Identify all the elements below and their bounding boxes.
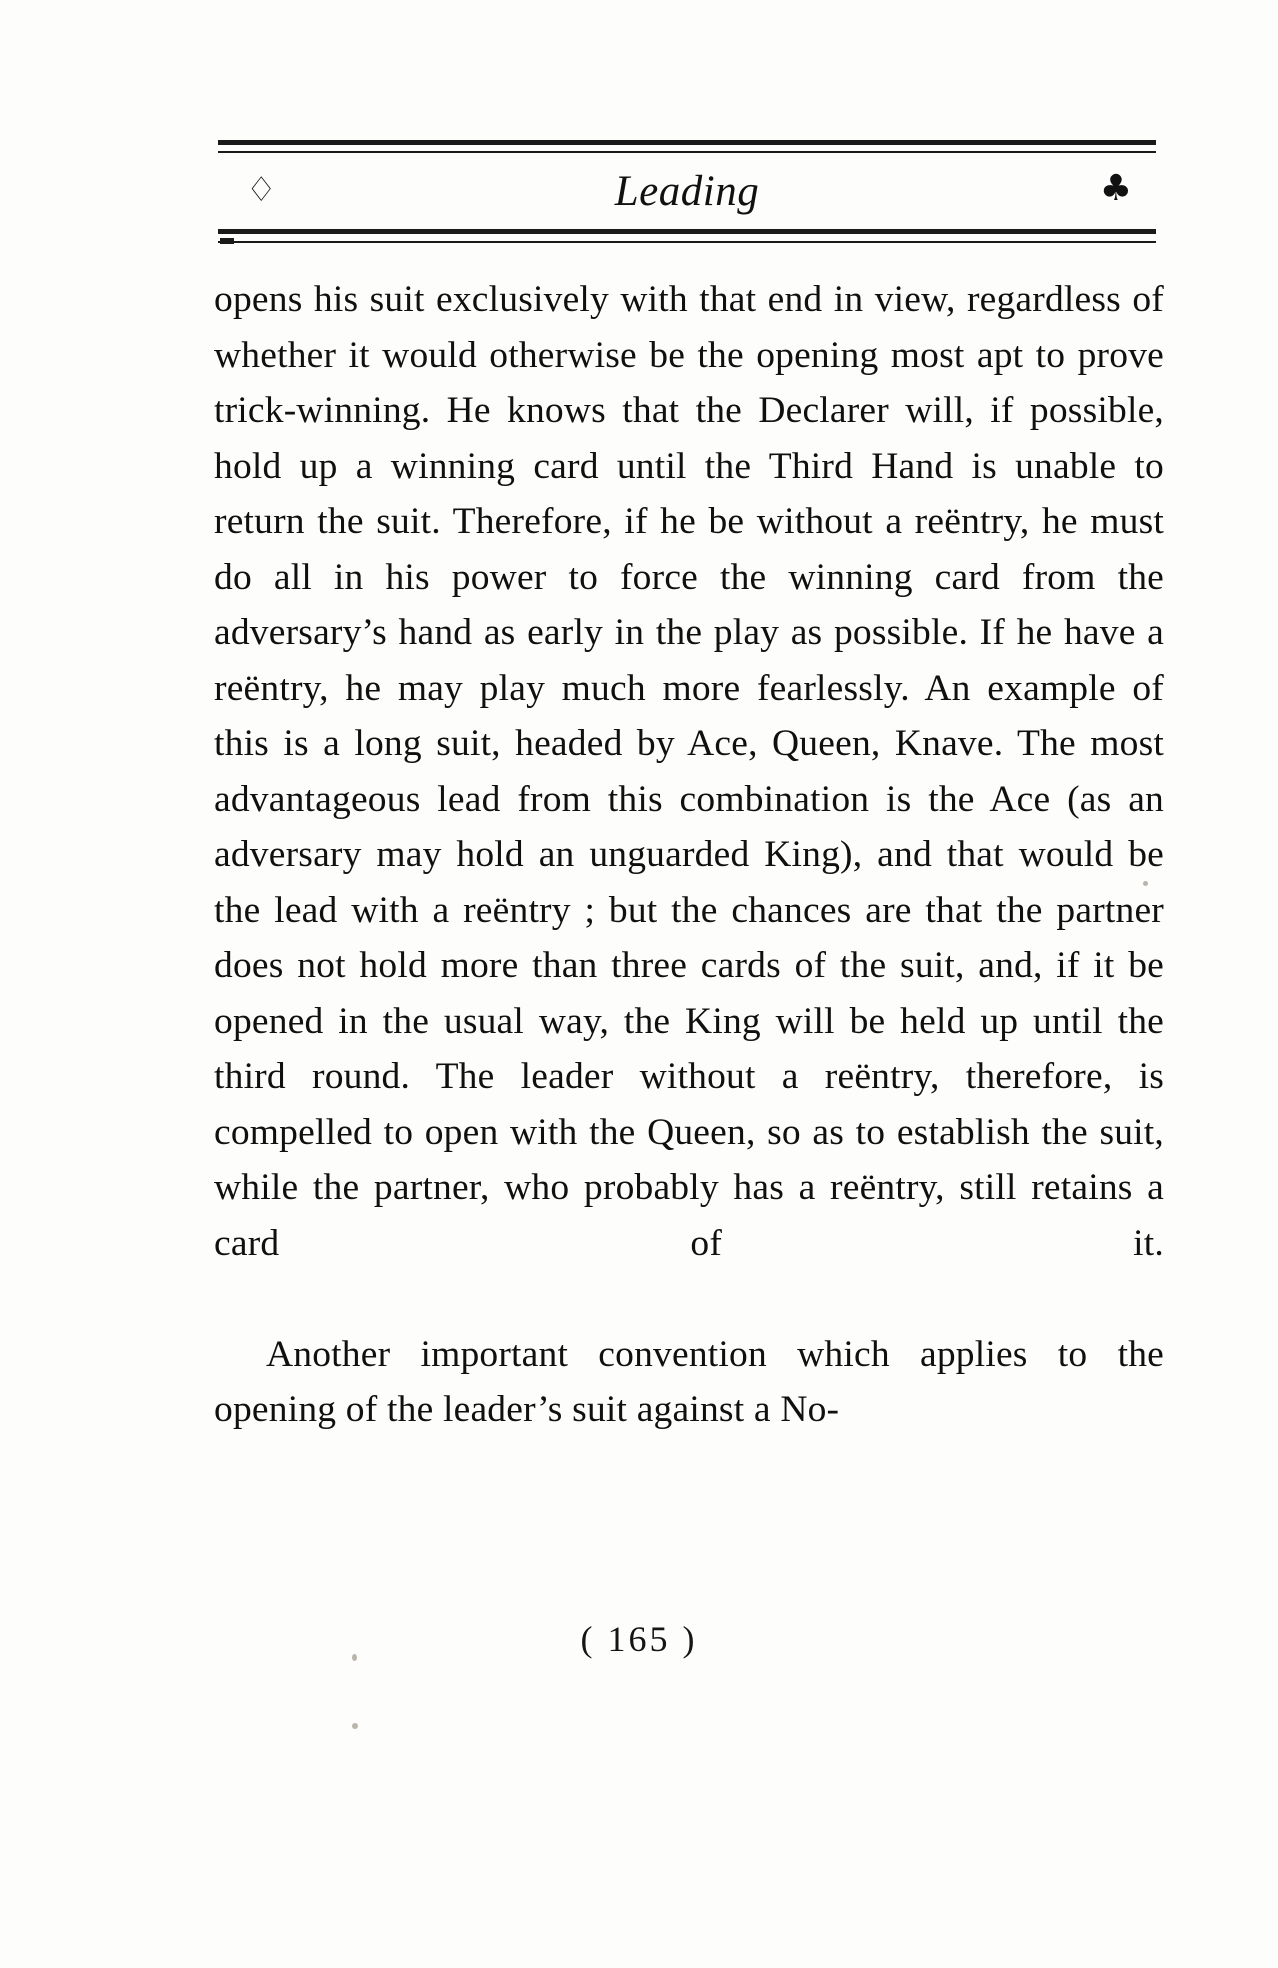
body-text — [214, 272, 1164, 1438]
running-head — [218, 140, 1156, 243]
header-rule-bottom-group — [218, 229, 1156, 243]
diamond-suit-icon: ♢ — [246, 170, 277, 210]
header-row — [218, 153, 1156, 229]
page-number: ( 165 ) — [580, 1619, 698, 1659]
scan-artifact — [352, 1654, 357, 1661]
club-suit-icon: ♣ — [1099, 168, 1132, 209]
scan-artifact — [352, 1723, 358, 1729]
header-rule-stub — [220, 238, 234, 244]
header-rule-top-thick — [218, 140, 1156, 145]
scan-artifact — [1143, 881, 1148, 886]
page-title: Leading — [614, 167, 760, 215]
header-rule-bottom-thick — [218, 229, 1156, 234]
header-rule-bottom-thin — [218, 241, 1156, 243]
paragraph: Another important convention which applies to the opening of the leader’s suit against a No- — [214, 1333, 1164, 1430]
paragraph: opens his suit exclusively with that end in view, regardless of whether it would otherwise be the opening most apt to prove trick-winning. He knows that the Declarer will, if possible, hold up a winning card until the Third Hand is unable to return the suit. Therefore, if he be without a reëntry, he must do all in his power to force the winning card from the adversary’s hand as early in the play as possible. If he have a reëntry, he may play much more fearlessly. An example of this is a long suit, headed by Ace, Queen, Knave. The most advantageous lead from this combination is the Ace (as an adversary may hold an unguarded King), and that would be the lead with a reëntry ; but the chances are that the partner does not hold more than three cards of the suit, and, if it be opened in the usual way, the King will be held up until the third round. The leader without a reëntry, therefore, is compelled to open with the Queen, so as to establish the suit, while the partner, who probably has a reëntry, still retains a card of it. — [214, 279, 1164, 1264]
